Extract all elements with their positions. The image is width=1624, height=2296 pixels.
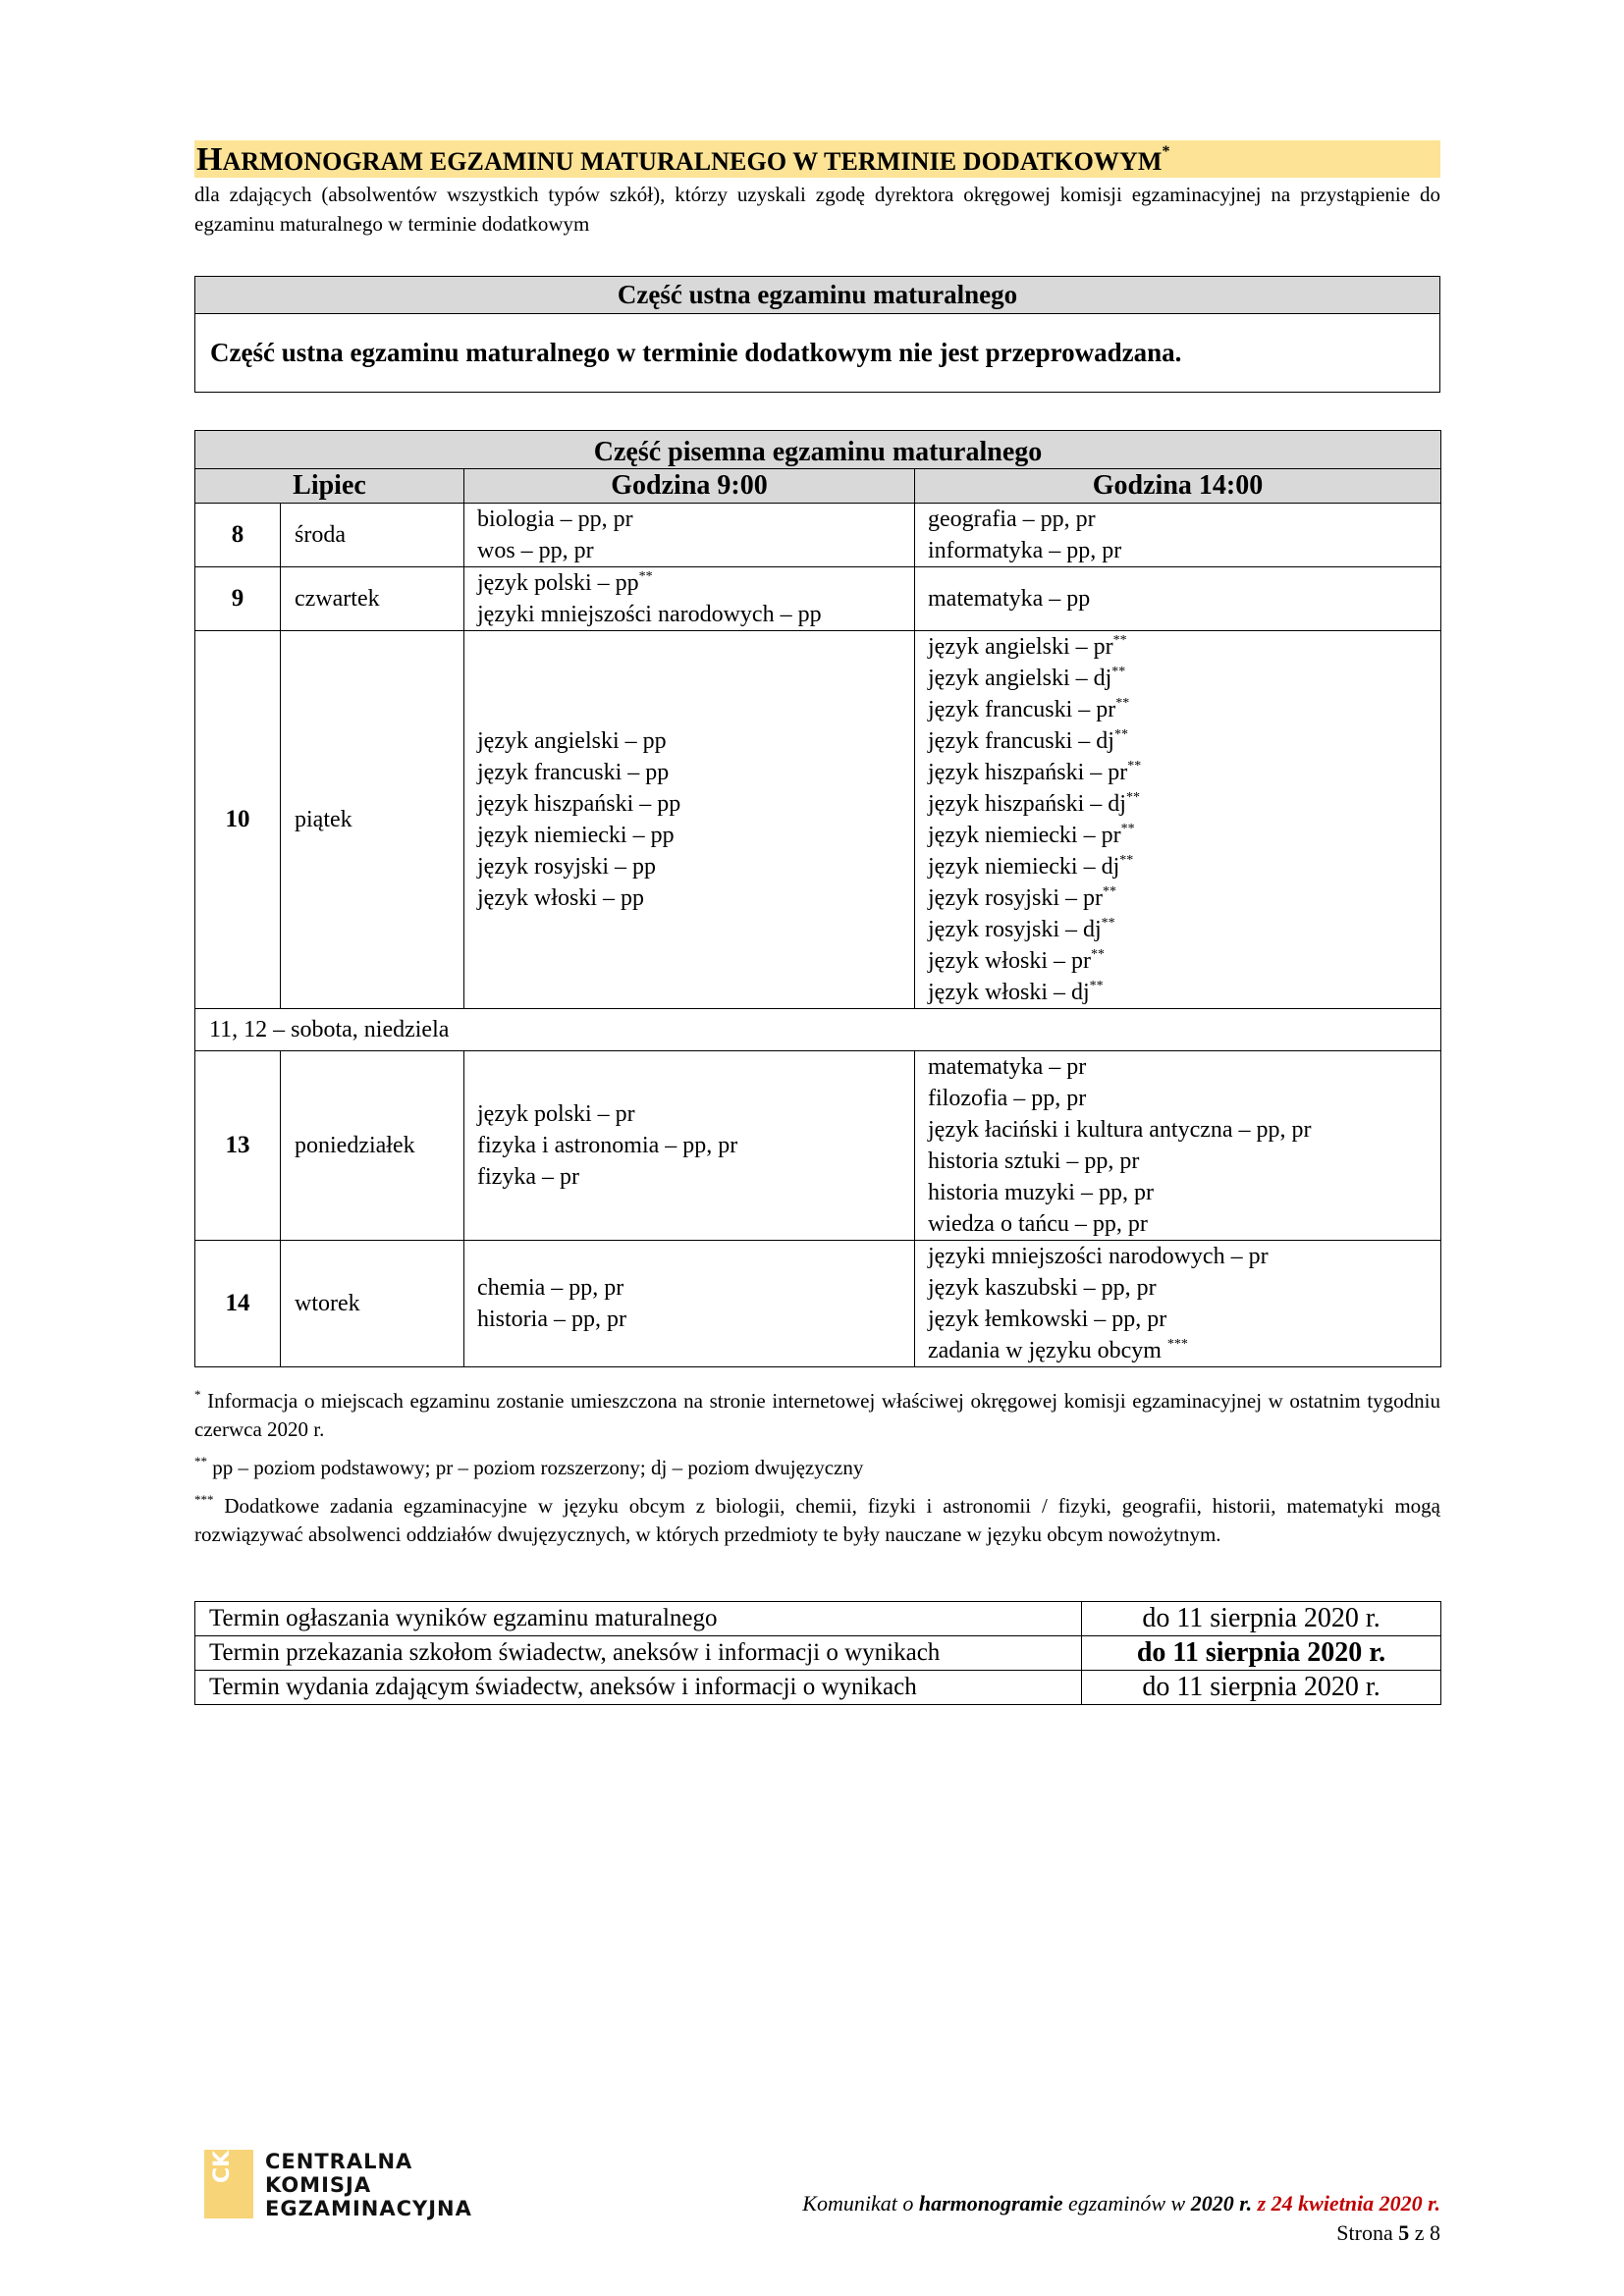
subject-text: język angielski – pr <box>928 634 1113 660</box>
results-body <box>195 1602 1441 1705</box>
subject-entry <box>477 882 914 914</box>
cke-logo-mark-text: CK <box>210 2150 235 2183</box>
subject-entry <box>477 1161 914 1193</box>
footer-text: Komunikat o <box>802 2191 919 2216</box>
subject-entry <box>477 1130 914 1161</box>
subject-entry <box>928 1208 1440 1240</box>
subject-text: historia – pp, pr <box>477 1307 626 1332</box>
footer-date: z 24 kwietnia 2020 r. <box>1252 2191 1440 2216</box>
afternoon-subjects <box>915 504 1441 567</box>
oral-exam-title: Część ustna egzaminu maturalnego <box>195 277 1440 314</box>
day-name: poniedziałek <box>281 1051 464 1241</box>
afternoon-subjects <box>915 1051 1441 1241</box>
table-row <box>195 504 1441 567</box>
subject-entry <box>477 820 914 851</box>
subject-entry <box>928 725 1440 757</box>
morning-header: Godzina 9:00 <box>464 469 915 504</box>
footnotes <box>194 1387 1440 1549</box>
subject-footnote-mark: ** <box>1119 853 1134 868</box>
subject-entry <box>928 820 1440 851</box>
subject-text: język włoski – pp <box>477 885 644 911</box>
subject-text: filozofia – pp, pr <box>928 1086 1087 1111</box>
footnote-mark: ** <box>194 1454 207 1468</box>
cke-logo-line: EGZAMINACYJNA <box>265 2197 472 2220</box>
deadline-label: Termin przekazania szkołom świadectw, aneksów i informacji o wynikach <box>195 1636 1082 1671</box>
afternoon-header: Godzina 14:00 <box>915 469 1441 504</box>
written-exam-body <box>195 504 1441 1367</box>
subject-entry <box>477 851 914 882</box>
footer-text: Strona <box>1336 2220 1399 2245</box>
afternoon-subjects <box>915 1241 1441 1367</box>
morning-subjects <box>464 504 915 567</box>
page-title <box>194 140 1440 178</box>
subject-text: język włoski – pr <box>928 948 1091 974</box>
page <box>194 140 1440 1705</box>
subject-text: język hiszpański – pr <box>928 760 1128 785</box>
day-name: czwartek <box>281 567 464 631</box>
subject-entry <box>928 945 1440 977</box>
subject-text: wos – pp, pr <box>477 538 594 563</box>
day-number: 8 <box>195 504 281 567</box>
total-pages: 8 <box>1430 2220 1440 2245</box>
subject-text: język polski – pr <box>477 1101 635 1127</box>
cke-logo-text <box>265 2150 472 2220</box>
subject-entry <box>477 1304 914 1335</box>
subject-text: zadania w języku obcym <box>928 1338 1167 1363</box>
subject-text: język francuski – dj <box>928 728 1114 754</box>
table-row <box>195 1241 1441 1367</box>
cke-logo-line: KOMISJA <box>265 2173 372 2197</box>
subject-text: język niemiecki – pp <box>477 823 675 848</box>
title-text: ARMONOGRAM EGZAMINU MATURALNEGO W TERMINIE DODATKOWYM <box>222 147 1163 176</box>
results-table <box>194 1601 1441 1705</box>
subject-text: fizyka – pr <box>477 1164 579 1190</box>
subject-entry <box>928 583 1440 614</box>
deadline-label: Termin wydania zdającym świadectw, aneksów i informacji o wynikach <box>195 1671 1082 1705</box>
subject-entry <box>928 504 1440 535</box>
afternoon-subjects <box>915 567 1441 631</box>
subject-text: fizyka i astronomia – pp, pr <box>477 1133 738 1158</box>
deadline-date: do 11 sierpnia 2020 r. <box>1082 1636 1441 1671</box>
morning-subjects <box>464 631 915 1009</box>
title-footnote-mark: * <box>1162 143 1170 160</box>
subject-entry <box>477 535 914 566</box>
footnote-mark: *** <box>194 1492 214 1507</box>
weekend-row: 11, 12 – sobota, niedziela <box>195 1009 1441 1051</box>
subject-entry <box>477 599 914 630</box>
footnote <box>194 1492 1440 1549</box>
subject-entry <box>928 663 1440 694</box>
subject-entry <box>928 1177 1440 1208</box>
table-row <box>195 1009 1441 1051</box>
subject-footnote-mark: *** <box>1166 1337 1188 1352</box>
subject-footnote-mark: ** <box>1113 727 1128 742</box>
subject-text: język angielski – dj <box>928 666 1112 691</box>
subject-entry <box>928 1241 1440 1272</box>
subject-text: historia sztuki – pp, pr <box>928 1148 1140 1174</box>
subject-entry <box>477 567 914 599</box>
page-footer <box>802 2189 1440 2248</box>
subject-entry <box>477 504 914 535</box>
month-header: Lipiec <box>195 469 464 504</box>
cke-logo-line: CENTRALNA <box>265 2150 413 2173</box>
subject-entry <box>477 788 914 820</box>
table-row <box>195 1671 1441 1705</box>
day-number: 10 <box>195 631 281 1009</box>
deadline-date: do 11 sierpnia 2020 r. <box>1082 1671 1441 1705</box>
footer-text: harmonogramie <box>918 2191 1063 2216</box>
footnote <box>194 1454 1440 1482</box>
subject-entry <box>928 851 1440 882</box>
morning-subjects <box>464 1241 915 1367</box>
subject-text: język hiszpański – dj <box>928 791 1126 817</box>
subject-text: język kaszubski – pp, pr <box>928 1275 1157 1301</box>
footnote-text: Dodatkowe zadania egzaminacyjne w języku obcym z biologii, chemii, fizyki i astronomii / fizyki, geografii, historii, matematyki mogą rozwiązywać absolwenci oddziałów dwujęzycznych, w których przedmioty te były nauczane w języku obcym nowożytnym. <box>194 1494 1440 1546</box>
oral-exam-table <box>194 276 1440 393</box>
subject-entry <box>928 535 1440 566</box>
subject-text: biologia – pp, pr <box>477 507 633 532</box>
written-exam-table <box>194 430 1441 1367</box>
table-row <box>195 1636 1441 1671</box>
table-row <box>195 1602 1441 1636</box>
subject-entry <box>477 1098 914 1130</box>
subject-entry <box>928 1083 1440 1114</box>
footer-text: z <box>1409 2220 1430 2245</box>
day-number: 9 <box>195 567 281 631</box>
title-initial: H <box>196 141 223 178</box>
subject-text: geografia – pp, pr <box>928 507 1096 532</box>
footer-document-title <box>802 2189 1440 2218</box>
subject-text: informatyka – pp, pr <box>928 538 1122 563</box>
subject-text: język polski – pp <box>477 570 639 596</box>
subject-text: język włoski – dj <box>928 980 1090 1005</box>
subject-entry <box>477 1272 914 1304</box>
subject-entry <box>928 977 1440 1008</box>
subject-entry <box>928 1335 1440 1366</box>
subject-text: historia muzyki – pp, pr <box>928 1180 1154 1205</box>
cke-logo <box>204 2150 499 2228</box>
footnote <box>194 1387 1440 1444</box>
current-page: 5 <box>1398 2220 1410 2245</box>
subject-text: język niemiecki – pr <box>928 823 1121 848</box>
deadline-date: do 11 sierpnia 2020 r. <box>1082 1602 1441 1636</box>
subject-entry <box>928 694 1440 725</box>
subject-entry <box>928 1272 1440 1304</box>
subject-text: język hiszpański – pp <box>477 791 681 817</box>
day-number: 14 <box>195 1241 281 1367</box>
subject-text: język francuski – pr <box>928 697 1116 722</box>
footnote-text: pp – poziom podstawowy; pr – poziom rozszerzony; dj – poziom dwujęzyczny <box>212 1456 864 1479</box>
morning-subjects <box>464 1051 915 1241</box>
subject-entry <box>928 757 1440 788</box>
subject-footnote-mark: ** <box>1112 633 1127 648</box>
subject-footnote-mark: ** <box>1089 979 1104 993</box>
subject-text: język niemiecki – dj <box>928 854 1120 880</box>
subject-text: chemia – pp, pr <box>477 1275 624 1301</box>
subject-text: matematyka – pp <box>928 586 1091 612</box>
subject-text: języki mniejszości narodowych – pp <box>477 602 822 627</box>
subtitle: dla zdających (absolwentów wszystkich typów szkół), którzy uzyskali zgodę dyrektora okręgowej komisji egzaminacyjnej na przystąpienie do egzaminu maturalnego w terminie dodatkowym <box>194 183 1440 236</box>
deadline-label: Termin ogłaszania wyników egzaminu maturalnego <box>195 1602 1082 1636</box>
oral-exam-text: Część ustna egzaminu maturalnego w terminie dodatkowym nie jest przeprowadzana. <box>195 314 1440 393</box>
subject-entry <box>477 725 914 757</box>
subject-text: język angielski – pp <box>477 728 667 754</box>
subject-text: język rosyjski – pr <box>928 885 1103 911</box>
footer-text: 2020 r. <box>1190 2191 1253 2216</box>
subject-text: wiedza o tańcu – pp, pr <box>928 1211 1148 1237</box>
footnote-text: Informacja o miejscach egzaminu zostanie umieszczona na stronie internetowej właściwej okręgowej komisji egzaminacyjnej w ostatnim tygodniu czerwca 2020 r. <box>194 1389 1441 1441</box>
subject-entry <box>928 1304 1440 1335</box>
page-number <box>802 2218 1440 2248</box>
subject-entry <box>928 1114 1440 1146</box>
subject-text: matematyka – pr <box>928 1054 1087 1080</box>
subject-footnote-mark: ** <box>1090 947 1105 962</box>
subject-footnote-mark: ** <box>1101 916 1115 931</box>
subject-footnote-mark: ** <box>1111 665 1126 679</box>
subject-entry <box>928 882 1440 914</box>
subject-footnote-mark: ** <box>1102 884 1116 899</box>
footer-text: egzaminów w <box>1062 2191 1191 2216</box>
table-row <box>195 1051 1441 1241</box>
subject-footnote-mark: ** <box>1115 696 1130 711</box>
subject-text: język rosyjski – pp <box>477 854 656 880</box>
cke-logo-mark <box>204 2150 253 2218</box>
subject-text: język rosyjski – dj <box>928 917 1102 942</box>
subject-text: języki mniejszości narodowych – pr <box>928 1244 1269 1269</box>
written-exam-title: Część pisemna egzaminu maturalnego <box>195 431 1441 469</box>
subject-entry <box>928 1146 1440 1177</box>
subject-footnote-mark: ** <box>1127 759 1142 774</box>
subject-entry <box>928 914 1440 945</box>
subject-entry <box>928 631 1440 663</box>
day-name: wtorek <box>281 1241 464 1367</box>
morning-subjects <box>464 567 915 631</box>
table-row <box>195 631 1441 1009</box>
subject-entry <box>928 788 1440 820</box>
subject-footnote-mark: ** <box>1125 790 1140 805</box>
afternoon-subjects <box>915 631 1441 1009</box>
subject-text: język łemkowski – pp, pr <box>928 1307 1167 1332</box>
footnote-mark: * <box>194 1387 201 1402</box>
subject-text: język francuski – pp <box>477 760 670 785</box>
subject-entry <box>477 757 914 788</box>
subject-footnote-mark: ** <box>638 569 653 584</box>
day-name: piątek <box>281 631 464 1009</box>
subject-footnote-mark: ** <box>1120 822 1135 836</box>
subject-entry <box>928 1051 1440 1083</box>
day-name: środa <box>281 504 464 567</box>
subject-text: język łaciński i kultura antyczna – pp, pr <box>928 1117 1312 1143</box>
table-row <box>195 567 1441 631</box>
day-number: 13 <box>195 1051 281 1241</box>
